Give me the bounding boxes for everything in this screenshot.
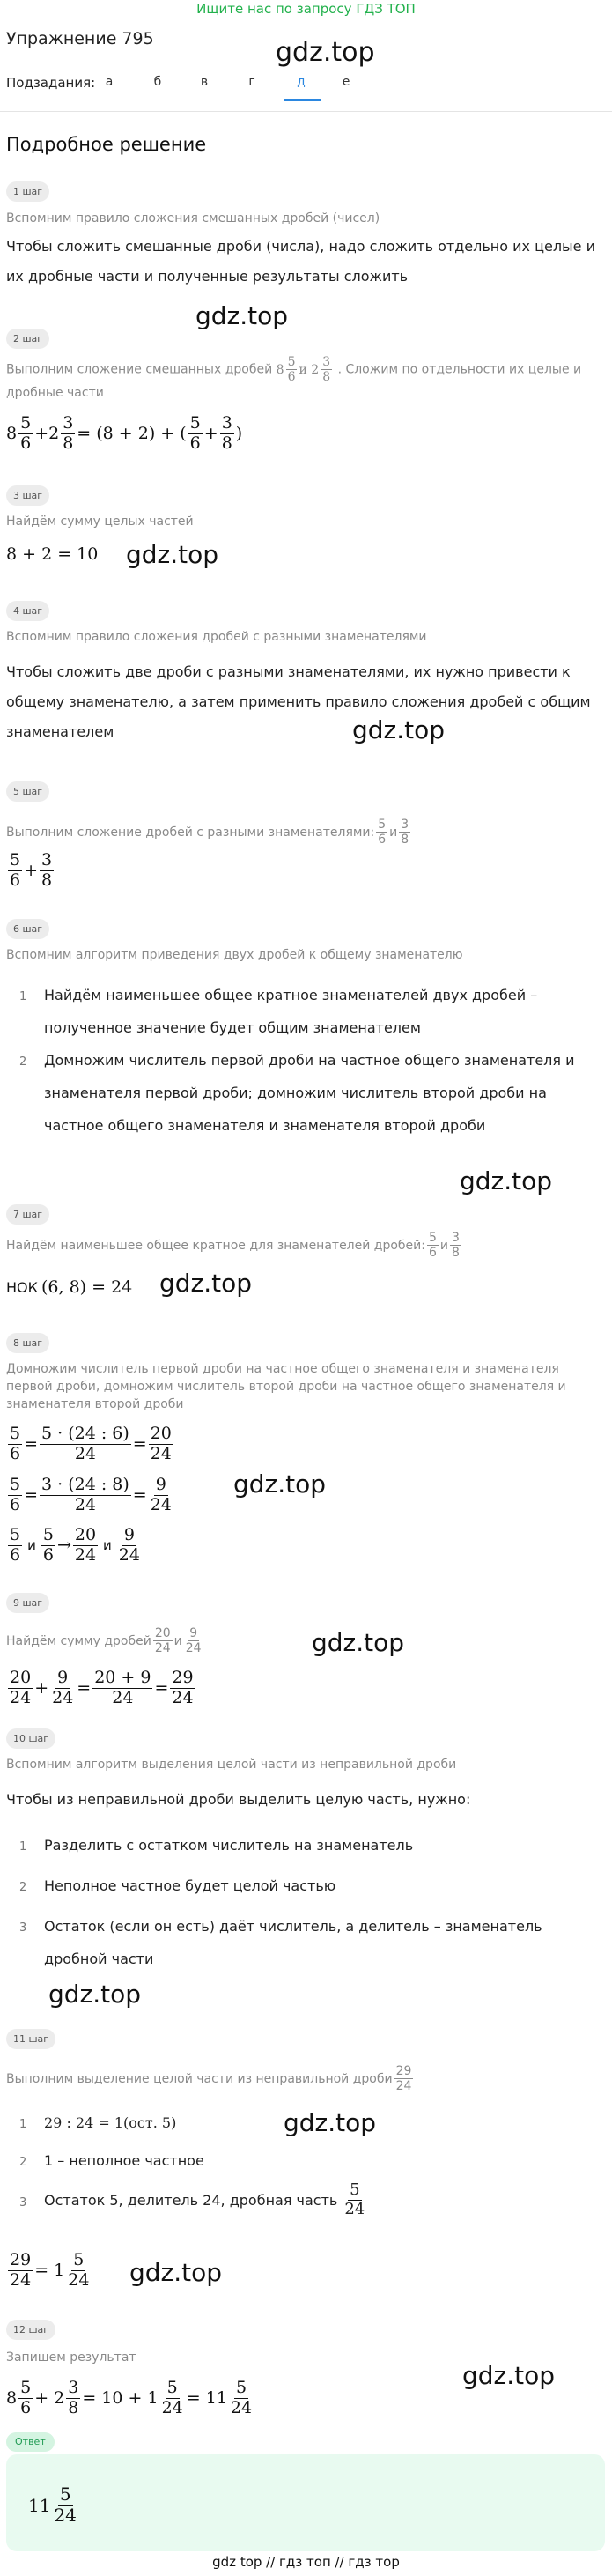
step-badge: 12 шаг [6, 2320, 55, 2340]
watermark: gdz.top [284, 2108, 377, 2137]
watermark: gdz.top [460, 1166, 553, 1195]
page-title: Упражнение 795 [6, 29, 154, 48]
list-number: 1 [19, 2118, 27, 2131]
list-number: 2 [19, 1881, 27, 1894]
subtasks-label: Подзадания: [6, 75, 96, 91]
tab-e[interactable]: е [342, 75, 350, 89]
divider [0, 111, 612, 112]
list-item: Разделить с остатком числитель на знаменатель [44, 1837, 414, 1854]
step-math: $\frac{29}{24}$ = 1 $\frac{5}{24}$ [10, 2250, 90, 2290]
step-hint: Найдём сумму дробей $\frac{20}{24}$ и $\frac{9}{24}$ [6, 1626, 202, 1656]
answer-box [6, 2454, 605, 2551]
watermark: gdz.top [352, 715, 446, 744]
step-badge: 1 шаг [6, 181, 49, 202]
watermark: gdz.top [462, 2361, 556, 2390]
list-number: 1 [19, 1840, 27, 1854]
step-badge: 11 шаг [6, 2029, 55, 2049]
step-hint: Вспомним алгоритм выделения целой части из неправильной дроби [6, 1758, 457, 1772]
list-item: Домножим числитель первой дроби на частное общего знаменателя и знаменателя первой дроби; домножим числитель второй дроби на частное общего знаменателя и знаменателя второй дроби [44, 1052, 575, 1134]
hint-part: Выполним выделение целой части из неправильной дроби [6, 2071, 393, 2086]
step-hint: Выполним сложение дробей с разными знаменателями: $\frac{5}{6}$ и $\frac{3}{8}$ [6, 818, 409, 848]
list-number: 2 [19, 1055, 27, 1069]
step-text: Чтобы сложить две дроби с разными знаменателями, их нужно привести к общему знаменателю, а затем применить правило сложения дробей с общим знаменателем [6, 663, 591, 740]
watermark: gdz.top [195, 301, 289, 330]
step-hint: Найдём сумму целых частей [6, 514, 194, 529]
step-math: $\frac{5}{6}$ + $\frac{3}{8}$ [10, 850, 53, 890]
watermark: gdz.top [233, 1469, 327, 1499]
step-math: 8 $\frac{5}{6}$ +2 $\frac{3}{8}$ = (8 + 2) + ( $\frac{5}{6}$ + $\frac{3}{8}$ ) [6, 413, 243, 453]
watermark: gdz.top [126, 540, 219, 569]
step-hint: Вспомним правило сложения смешанных дробей (чисел) [6, 211, 380, 226]
list-item: Остаток 5, делитель 24, дробная часть $\frac{5}{24}$ [44, 2180, 365, 2218]
tab-d[interactable]: д [297, 75, 306, 89]
hint-part: . Сложим по отдельности их целые и дробные части [6, 362, 582, 401]
nok-label: НОК [6, 1278, 38, 1296]
hint-part: Найдём наименьшее общее кратное для знаменателей дробей: [6, 1238, 425, 1253]
watermark: gdz.top [276, 37, 375, 68]
fraction: $\frac{5}{6}$ [287, 355, 296, 385]
hint-part: Выполним сложение смешанных дробей [6, 362, 273, 377]
conj: и [439, 1238, 449, 1253]
section-title: Подробное решение [6, 134, 207, 155]
list-item: 1 – неполное частное [44, 2152, 204, 2169]
step-hint: Запишем результат [6, 2350, 136, 2365]
step-math: 8 + 2 = 10 [6, 544, 99, 564]
step-math [6, 1277, 132, 1297]
answer-badge: Ответ [6, 2432, 55, 2452]
step-badge: 3 шаг [6, 485, 49, 506]
step-math: $\frac{5}{6}$ = $\frac{3 \cdot (24 : 8)}{24}$ = $\frac{9}{24}$ [10, 1475, 172, 1514]
step-badge: 7 шаг [6, 1204, 49, 1225]
hint-math: 8 $\frac{5}{6}$ и 2 $\frac{3}{8}$ [276, 355, 331, 385]
step-math: $\frac{5}{6}$ = $\frac{5 \cdot (24 : 6)}{24}$ = $\frac{20}{24}$ [10, 1424, 172, 1463]
list-item: Неполное частное будет целой частью [44, 1877, 336, 1894]
list-number: 3 [19, 1921, 27, 1935]
list-item-text: Остаток 5, делитель 24, дробная часть [44, 2191, 338, 2209]
step-badge: 4 шаг [6, 601, 49, 621]
step-badge: 6 шаг [6, 919, 49, 939]
step-text: Чтобы сложить смешанные дроби (числа), надо сложить отдельно их целые и их дробные части и полученные результаты сложить [6, 238, 596, 285]
watermark: gdz.top [159, 1269, 253, 1298]
step-math: $\frac{20}{24}$ + $\frac{9}{24}$ = $\frac{20 + 9}{24}$ = $\frac{29}{24}$ [10, 1668, 194, 1707]
step-badge: 5 шаг [6, 781, 49, 802]
step-text: Чтобы из неправильной дроби выделить целую часть, нужно: [6, 1791, 471, 1808]
watermark: gdz.top [129, 2258, 223, 2287]
tab-a[interactable]: а [105, 75, 114, 89]
step-badge: 2 шаг [6, 329, 49, 349]
hint-part: Выполним сложение дробей с разными знаменателями: [6, 825, 375, 840]
step-hint: Вспомним алгоритм приведения двух дробей к общему знаменателю [6, 948, 463, 962]
step-badge: 9 шаг [6, 1593, 49, 1613]
list-item: Остаток (если он есть) даёт числитель, а делитель – знаменатель дробной части [44, 1918, 542, 1967]
step-hint: Выполним выделение целой части из неправильной дроби $\frac{29}{24}$ [6, 2064, 412, 2094]
active-tab-indicator [284, 99, 321, 101]
list-item: 29 : 24 = 1(ост. 5) [44, 2114, 177, 2131]
top-banner[interactable]: Ищите нас по запросу ГДЗ ТОП [196, 1, 416, 17]
step-badge: 8 шаг [6, 1333, 49, 1353]
answer-math: 11 $\frac{5}{24}$ [28, 2483, 77, 2526]
list-number: 3 [19, 2196, 27, 2210]
watermark: gdz.top [312, 1628, 405, 1657]
conj: и [389, 825, 398, 840]
list-number: 1 [19, 990, 27, 1003]
step-hint: Домножим числитель первой дроби на частное общего знаменателя и знаменателя первой дроби, домножим числитель второй дроби на частное общего знаменателя и знаменателя второй дроби [6, 1362, 566, 1411]
footer-links[interactable]: gdz top // гдз топ // гдз тор [212, 2554, 400, 2570]
step-math: 8 $\frac{5}{6}$ + 2 $\frac{3}{8}$ = 10 + 1 $\frac{5}{24}$ = 11 $\frac{5}{24}$ [6, 2378, 253, 2417]
step-hint: Вспомним правило сложения дробей с разными знаменателями [6, 630, 427, 644]
list-item: Найдём наименьшее общее кратное знаменателей двух дробей – полученное значение будет общим знаменателем [44, 987, 538, 1036]
tab-b[interactable]: б [153, 75, 162, 89]
watermark: gdz.top [48, 1980, 142, 2009]
step-badge: 10 шаг [6, 1728, 55, 1749]
hint-part: Найдём сумму дробей [6, 1633, 151, 1648]
tab-v[interactable]: в [200, 75, 209, 89]
nok-math: (6, 8) = 24 [41, 1277, 133, 1297]
step-hint [6, 355, 605, 402]
step-math: $\frac{5}{6}$ и $\frac{5}{6}$ → $\frac{20}{24}$ и $\frac{9}{24}$ [10, 1525, 140, 1565]
list-number: 2 [19, 2156, 27, 2169]
step-hint: Найдём наименьшее общее кратное для знаменателей дробей: $\frac{5}{6}$ и $\frac{3}{8}$ [6, 1231, 460, 1261]
tab-g[interactable]: г [248, 75, 255, 89]
conj: и [173, 1633, 182, 1648]
fraction: $\frac{3}{8}$ [322, 355, 331, 385]
